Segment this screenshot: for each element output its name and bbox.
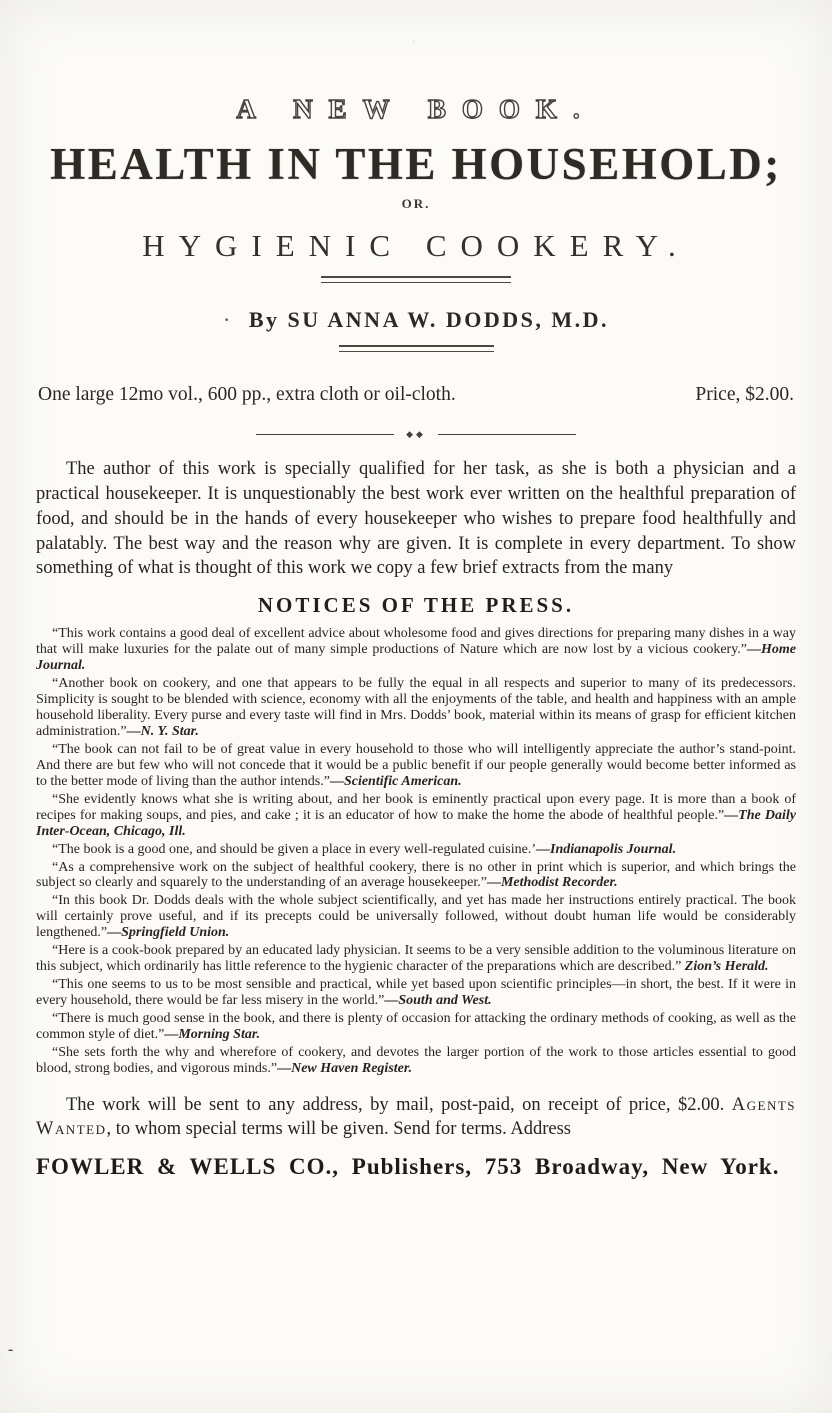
notice-source: —N. Y. Star. <box>126 723 199 739</box>
closing-text-1: The work will be sent to any address, by mail, post-paid, on receipt of price, $2.00. <box>66 1094 732 1115</box>
byline-rule <box>339 345 494 352</box>
diamond-ornament-icon: ◆◆ <box>406 429 426 440</box>
notice-source: —The Daily Inter-Ocean, Chicago, Ill. <box>36 807 797 839</box>
press-notice <box>36 842 796 858</box>
ornament-divider <box>256 430 576 439</box>
press-notice <box>36 977 796 1009</box>
byline-text: By SU ANNA W. DODDS, M.D. <box>248 307 609 333</box>
edition-text: One large 12mo vol., 600 pp., extra cloth or oil-cloth. <box>38 384 456 406</box>
notice-source: Zion’s Herald. <box>684 959 769 975</box>
byline-mark: · <box>223 307 233 333</box>
publisher-line: FOWLER & WELLS CO., Publishers, 753 Broadway, New York. <box>36 1153 780 1179</box>
notice-text: “The book is a good one, and should be given a place in every well-regulated cuisine.’ <box>52 841 537 857</box>
notice-source: —Scientific American. <box>329 773 462 789</box>
price-text: Price, $2.00. <box>695 384 794 406</box>
notice-text: “She sets forth the why and wherefore of cookery, and devotes the larger portion of the work to those articles essential to good blood, strong bodies, and vigorous minds.” <box>36 1044 796 1076</box>
notice-source: —Home Journal. <box>36 642 796 674</box>
intro-paragraph: The author of this work is specially qualified for her task, as she is both a physician and a practical housekeeper. It is unquestionably the best work ever written on the healthful preparation of food, and should be in the hands of every housekeeper who wishes to prepare food healthfully and palatably. The best way and the reason why are given. It is complete in every department. To show something of what is thought of this work we copy a few brief extracts from the many <box>36 459 796 579</box>
press-notice <box>36 626 796 674</box>
scan-artifact-dash: - <box>8 1341 14 1358</box>
new-book-heading: A NEW BOOK. <box>236 94 596 124</box>
scan-artifact-dot: · <box>412 36 416 48</box>
closing-paragraph <box>36 1093 796 1142</box>
press-notices-list <box>36 626 796 1077</box>
notice-text: “There is much good sense in the book, and there is plenty of occasion for attacking the ordinary methods of cooking, as well as the common style of diet.” <box>36 1011 796 1043</box>
press-notice <box>36 943 796 975</box>
divider-line-right <box>438 434 576 435</box>
notice-source: —New Haven Register. <box>277 1060 413 1076</box>
agents-wanted-label: Agents Wanted <box>36 1094 796 1140</box>
notice-text: “In this book Dr. Dodds deals with the whole subject scientifically, and yet has made her instructions entirely practical. The book will certainly prove useful, and if its precepts could be universally followed, without doubt human life would be considerably lengthened.” <box>36 893 796 941</box>
press-notice <box>36 860 796 892</box>
notice-text: “This one seems to us to be most sensible and practical, while yet based upon scientific principles—in short, the best. If it were in every household, there would be far less misery in the world.” <box>36 977 796 1009</box>
notice-source: —Methodist Recorder. <box>486 875 618 891</box>
notice-source: —Morning Star. <box>164 1027 261 1043</box>
byline <box>36 307 796 333</box>
notice-text: “As a comprehensive work on the subject of healthful cookery, there is no other in print which is superior, and which brings the subject so clearly and squarely to the understanding of an average housekeeper.” <box>36 859 796 891</box>
book-subtitle: HYGIENIC COOKERY. <box>142 228 690 264</box>
notice-text: “Another book on cookery, and one that appears to be fully the equal in all respects and superior to many of its predecessors. Simplicity is sought to be blended with science, economy with all the enjoyments of the table, and health and happiness with an ample household liberality. Every purse and every taste will find in Mrs. Dodds’ book, material within its means of grasp for efficient kitchen administration.” <box>36 676 796 739</box>
press-notice <box>36 893 796 941</box>
notice-source: —Indianapolis Journal. <box>536 841 677 857</box>
edition-line <box>38 384 794 406</box>
closing-text-2: , to whom special terms will be given. Send for terms. Address <box>106 1119 571 1140</box>
book-title: HEALTH IN THE HOUSEHOLD; <box>50 139 782 189</box>
press-notice <box>36 742 796 790</box>
notice-text: “Here is a cook-book prepared by an educated lady physician. It seems to be a very sensible addition to the voluminous literature on this subject, which ordinarily has little reference to the hygienic character of the preparations which are described.” <box>36 943 796 975</box>
notice-source: —South and West. <box>384 993 492 1009</box>
notice-source: —Springfield Union. <box>107 925 230 941</box>
press-notices-heading: NOTICES OF THE PRESS. <box>257 593 575 618</box>
press-notice <box>36 1045 796 1077</box>
subtitle-rule <box>321 276 511 283</box>
notice-text: “She evidently knows what she is writing about, and her book is eminently practical upon every page. It is more than a book of recipes for making soups, and pies, and cake ; it is an educator of how to make the home the abode of healthful people.” <box>36 791 796 823</box>
divider-line-left <box>256 434 394 435</box>
press-notice <box>36 1011 796 1043</box>
notice-text: “The book can not fail to be of great value in every household to those who will intelligently appreciate the author’s stand-point. And there are but few who will not concede that it would be a public benefit if our people generally would become better informed as to the better mode of living than the author intends.” <box>36 741 796 789</box>
press-notice <box>36 676 796 740</box>
press-notice <box>36 792 796 840</box>
or-label: OR. <box>401 196 431 212</box>
notice-text: “This work contains a good deal of excellent advice about wholesome food and gives directions for preparing many dishes in a way that will make luxuries for the palate out of many simple productions of Nature which are now lost by a vicious cookery.” <box>36 626 796 658</box>
